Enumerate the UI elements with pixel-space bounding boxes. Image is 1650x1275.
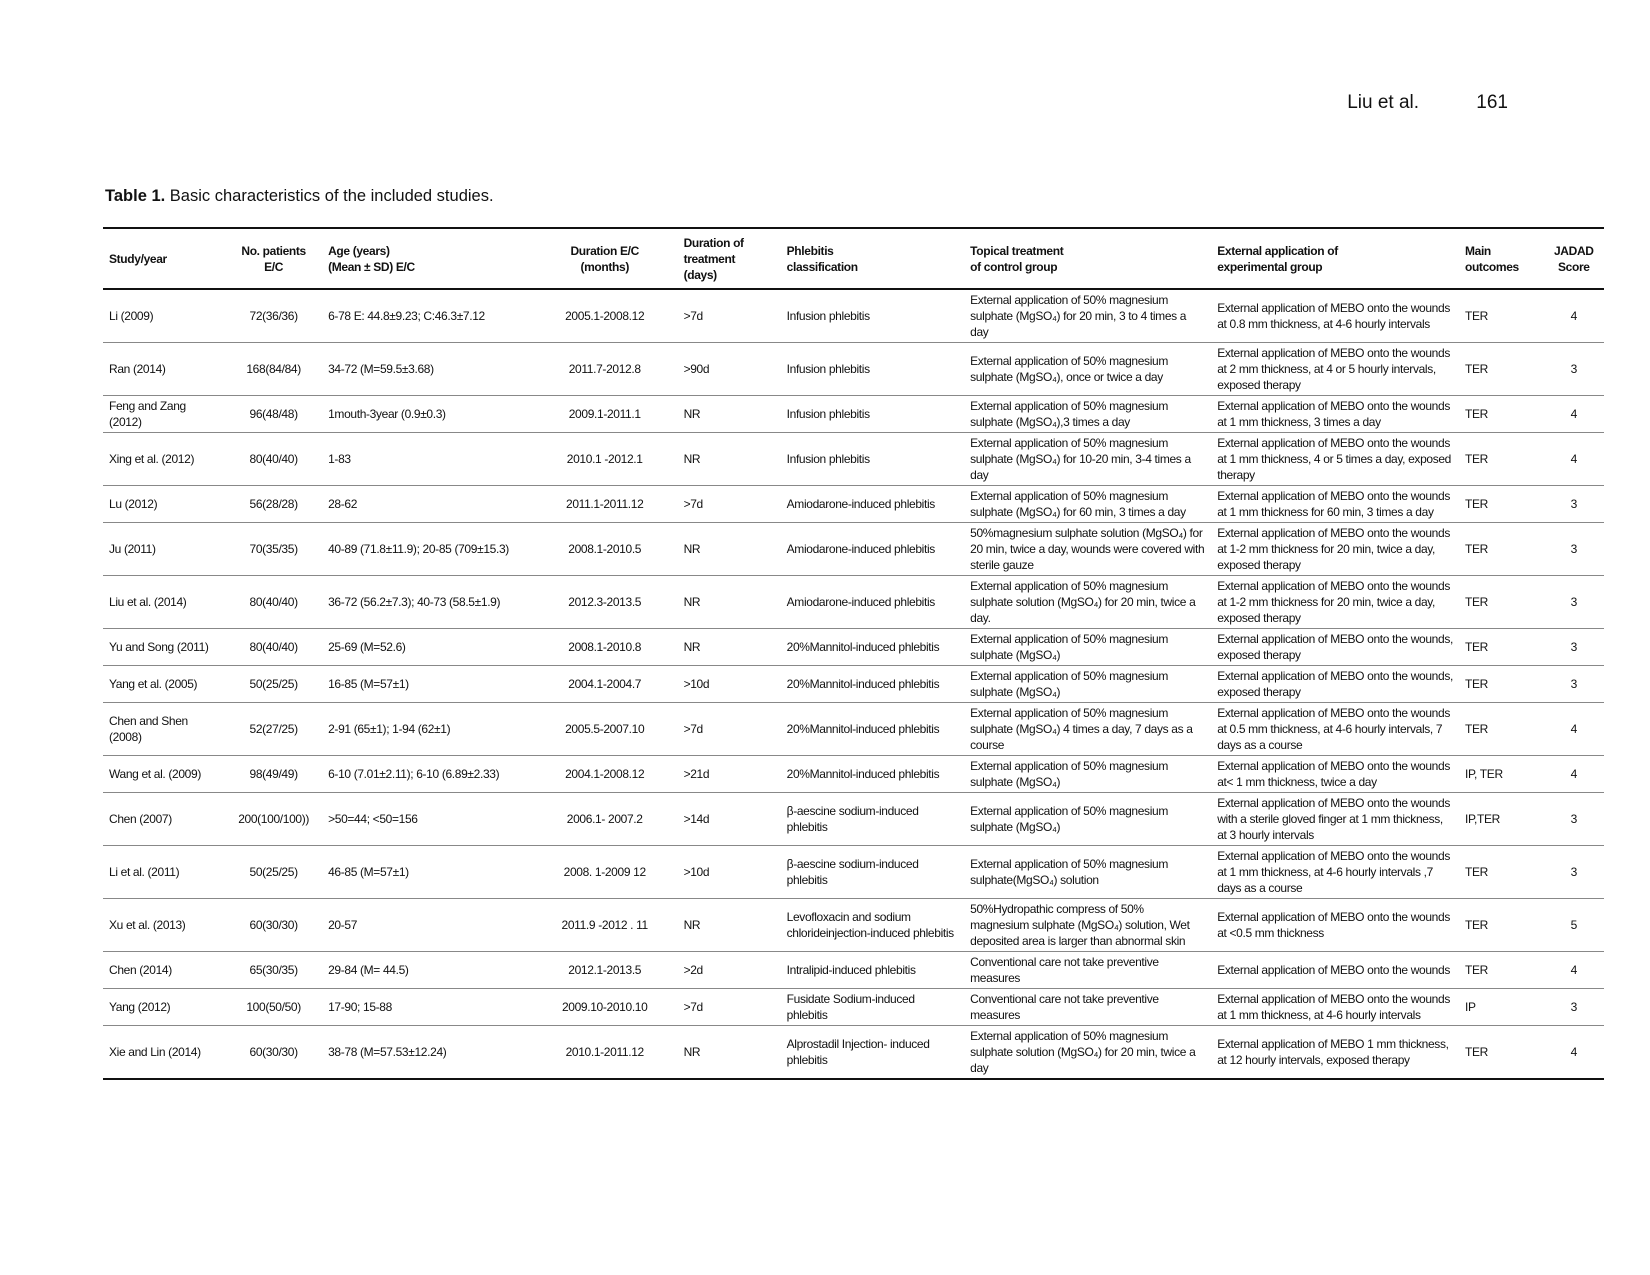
column-header-duration <box>532 228 678 289</box>
cell-experimental-application: External application of MEBO 1 mm thickness, at 12 hourly intervals, exposed therapy <box>1217 1037 1449 1067</box>
cell-study-year: Yang et al. (2005) <box>109 677 198 691</box>
cell-duration: 2006.1- 2007.2 <box>566 812 643 826</box>
cell-treatment-duration: >10d <box>683 865 710 879</box>
cell-study-year: Chen (2014) <box>109 963 172 977</box>
cell-phlebitis-classification: Amiodarone-induced phlebitis <box>786 542 935 556</box>
cell-main-outcomes: IP,TER <box>1464 812 1500 826</box>
cell-control-treatment: External application of 50% magnesium sulphate (MgSO₄) <box>970 759 1168 789</box>
cell-phlebitis-classification: Infusion phlebitis <box>786 407 870 421</box>
table-row <box>103 703 1604 756</box>
cell-duration: 2008.1-2010.8 <box>568 640 642 654</box>
column-header-line: (days) <box>683 268 717 282</box>
author-running-head: Liu et al. <box>1347 92 1420 113</box>
cell-no-patients: 98(49/49) <box>249 767 298 781</box>
cell-duration: 2005.1-2008.12 <box>565 309 645 323</box>
cell-main-outcomes: TER <box>1464 407 1488 421</box>
table-row <box>103 846 1604 899</box>
cell-jadad-score: 4 <box>1570 407 1577 421</box>
cell-study-year: Liu et al. (2014) <box>109 595 187 609</box>
column-header-line: No. patients <box>241 244 306 258</box>
cell-jadad-score: 4 <box>1570 963 1577 977</box>
cell-duration: 2011.1-2011.12 <box>566 497 644 511</box>
cell-phlebitis-classification: Fusidate Sodium-induced phlebitis <box>786 992 915 1022</box>
cell-experimental-application: External application of MEBO onto the wounds at 1 mm thickness, 4 or 5 times a day, exposed therapy <box>1217 436 1452 482</box>
cell-age: 38-78 (M=57.53±12.24) <box>328 1045 447 1059</box>
cell-age: 6-10 (7.01±2.11); 6-10 (6.89±2.33) <box>328 767 500 781</box>
cell-main-outcomes: IP <box>1464 1000 1476 1014</box>
cell-study-year: Xie and Lin (2014) <box>109 1045 201 1059</box>
cell-control-treatment: External application of 50% magnesium sulphate (MgSO₄), once or twice a day <box>970 354 1168 384</box>
cell-treatment-duration: >7d <box>683 497 703 511</box>
cell-control-treatment: External application of 50% magnesium sulphate (MgSO₄) for 10-20 min, 3-4 times a day <box>970 436 1191 482</box>
cell-age: >50=44; <50=156 <box>328 812 418 826</box>
cell-jadad-score: 4 <box>1570 722 1577 736</box>
cell-control-treatment: 50%magnesium sulphate solution (MgSO₄) for 20 min, twice a day, wounds were covered with sterile gauze <box>970 526 1205 572</box>
cell-main-outcomes: TER <box>1464 452 1488 466</box>
cell-experimental-application: External application of MEBO onto the wounds at 1 mm thickness, at 4-6 hourly intervals <box>1217 992 1450 1022</box>
cell-jadad-score: 3 <box>1570 542 1577 556</box>
cell-no-patients: 200(100/100)) <box>238 812 310 826</box>
cell-control-treatment: External application of 50% magnesium sulphate (MgSO₄) for 60 min, 3 times a day <box>970 489 1186 519</box>
cell-treatment-duration: NR <box>683 452 701 466</box>
cell-control-treatment: External application of 50% magnesium sulphate solution (MgSO₄) for 20 min, twice a day. <box>970 579 1196 625</box>
cell-phlebitis-classification: Infusion phlebitis <box>786 309 870 323</box>
cell-treatment-duration: NR <box>683 918 701 932</box>
cell-duration: 2009.10-2010.10 <box>561 1000 648 1014</box>
cell-experimental-application: External application of MEBO onto the wounds at <0.5 mm thickness <box>1217 910 1450 940</box>
cell-phlebitis-classification: 20%Mannitol-induced phlebitis <box>786 677 940 691</box>
cell-duration: 2004.1-2008.12 <box>565 767 645 781</box>
cell-treatment-duration: >21d <box>683 767 710 781</box>
cell-control-treatment: External application of 50% magnesium sulphate (MgSO₄) <box>970 804 1168 834</box>
cell-phlebitis-classification: Amiodarone-induced phlebitis <box>786 595 935 609</box>
page-number: 161 <box>1476 92 1508 113</box>
cell-age: 1mouth-3year (0.9±0.3) <box>328 407 446 421</box>
cell-main-outcomes: IP, TER <box>1464 767 1503 781</box>
cell-duration: 2010.1-2011.12 <box>565 1045 644 1059</box>
table-label: Table 1. <box>105 187 166 205</box>
cell-control-treatment: 50%Hydropathic compress of 50% magnesium sulphate (MgSO₄) solution, Wet deposited area is larger than abnormal skin <box>970 902 1190 948</box>
cell-age: 46-85 (M=57±1) <box>328 865 409 879</box>
cell-control-treatment: Conventional care not take preventive measures <box>970 955 1159 985</box>
column-header-line: Main <box>1464 244 1491 258</box>
cell-age: 16-85 (M=57±1) <box>328 677 409 691</box>
cell-jadad-score: 3 <box>1570 640 1577 654</box>
cell-treatment-duration: >7d <box>683 1000 703 1014</box>
cell-age: 29-84 (M= 44.5) <box>328 963 409 977</box>
column-header-line: treatment <box>683 252 736 266</box>
table-row <box>103 666 1604 703</box>
cell-main-outcomes: TER <box>1464 865 1488 879</box>
cell-study-year: Lu (2012) <box>109 497 158 511</box>
cell-no-patients: 70(35/35) <box>249 542 298 556</box>
cell-control-treatment: External application of 50% magnesium sulphate(MgSO₄) solution <box>970 857 1168 887</box>
table-row <box>103 343 1604 396</box>
running-head <box>1347 92 1508 114</box>
cell-no-patients: 60(30/30) <box>249 918 298 932</box>
cell-study-year: Ju (2011) <box>109 542 156 556</box>
cell-study-year: Chen and Shen (2008) <box>109 714 188 744</box>
cell-age: 1-83 <box>328 452 351 466</box>
column-header-study-year <box>103 228 225 289</box>
header-row <box>103 228 1604 289</box>
cell-treatment-duration: >90d <box>683 362 710 376</box>
column-header-line: (Mean ± SD) E/C <box>328 260 415 274</box>
cell-treatment-duration: NR <box>683 640 701 654</box>
cell-control-treatment: External application of 50% magnesium sulphate (MgSO₄) <box>970 669 1168 699</box>
column-header-line: Topical treatment <box>970 244 1064 258</box>
cell-experimental-application: External application of MEBO onto the wounds at 1 mm thickness, 3 times a day <box>1217 399 1450 429</box>
cell-age: 36-72 (56.2±7.3); 40-73 (58.5±1.9) <box>328 595 501 609</box>
column-header-main-outcomes <box>1459 228 1544 289</box>
table-row <box>103 756 1604 793</box>
cell-treatment-duration: NR <box>683 542 701 556</box>
column-header-no-patients <box>225 228 322 289</box>
cell-jadad-score: 3 <box>1570 362 1577 376</box>
cell-treatment-duration: NR <box>683 595 701 609</box>
cell-experimental-application: External application of MEBO onto the wounds at 1-2 mm thickness for 20 min, twice a day, exposed therapy <box>1217 526 1450 572</box>
cell-no-patients: 72(36/36) <box>249 309 298 323</box>
cell-no-patients: 65(30/35) <box>249 963 298 977</box>
cell-study-year: Feng and Zang (2012) <box>109 399 186 429</box>
table-row <box>103 523 1604 576</box>
cell-treatment-duration: >14d <box>683 812 710 826</box>
cell-no-patients: 50(25/25) <box>249 677 298 691</box>
cell-study-year: Xu et al. (2013) <box>109 918 186 932</box>
cell-age: 2-91 (65±1); 1-94 (62±1) <box>328 722 451 736</box>
column-header-line: JADAD <box>1553 244 1594 258</box>
table-caption <box>105 187 494 206</box>
cell-experimental-application: External application of MEBO onto the wounds at 1-2 mm thickness for 20 min, twice a day, exposed therapy <box>1217 579 1450 625</box>
cell-study-year: Chen (2007) <box>109 812 172 826</box>
table-body <box>103 289 1604 1079</box>
cell-duration: 2011.7-2012.8 <box>568 362 641 376</box>
column-header-age <box>322 228 532 289</box>
cell-control-treatment: External application of 50% magnesium sulphate (MgSO₄) 4 times a day, 7 days as a course <box>970 706 1193 752</box>
table-row <box>103 396 1604 433</box>
cell-jadad-score: 3 <box>1570 595 1577 609</box>
table-row <box>103 289 1604 343</box>
cell-experimental-application: External application of MEBO onto the wounds at< 1 mm thickness, twice a day <box>1217 759 1450 789</box>
column-header-jadad-score <box>1544 228 1604 289</box>
cell-jadad-score: 3 <box>1570 1000 1577 1014</box>
column-header-line: of control group <box>970 260 1058 274</box>
cell-no-patients: 80(40/40) <box>249 595 298 609</box>
cell-phlebitis-classification: 20%Mannitol-induced phlebitis <box>786 722 940 736</box>
cell-age: 17-90; 15-88 <box>328 1000 392 1014</box>
cell-no-patients: 168(84/84) <box>246 362 301 376</box>
cell-control-treatment: External application of 50% magnesium sulphate solution (MgSO₄) for 20 min, twice a day <box>970 1029 1196 1075</box>
cell-age: 28-62 <box>328 497 358 511</box>
cell-phlebitis-classification: Infusion phlebitis <box>786 452 870 466</box>
cell-treatment-duration: >7d <box>683 722 703 736</box>
cell-duration: 2012.3-2013.5 <box>568 595 642 609</box>
cell-jadad-score: 4 <box>1570 1045 1577 1059</box>
cell-duration: 2008. 1-2009 12 <box>563 865 646 879</box>
characteristics-table <box>103 227 1604 1080</box>
column-header-line: Duration E/C <box>570 244 639 258</box>
cell-jadad-score: 5 <box>1570 918 1577 932</box>
cell-no-patients: 50(25/25) <box>249 865 298 879</box>
table-row <box>103 433 1604 486</box>
cell-age: 34-72 (M=59.5±3.68) <box>328 362 434 376</box>
cell-jadad-score: 3 <box>1570 865 1577 879</box>
cell-study-year: Yu and Song (2011) <box>109 640 209 654</box>
cell-no-patients: 56(28/28) <box>249 497 298 511</box>
cell-experimental-application: External application of MEBO onto the wounds at 1 mm thickness for 60 min, 3 times a day <box>1217 489 1450 519</box>
column-header-line: classification <box>786 260 858 274</box>
table-row <box>103 952 1604 989</box>
cell-no-patients: 96(48/48) <box>249 407 298 421</box>
cell-jadad-score: 3 <box>1570 497 1577 511</box>
cell-age: 40-89 (71.8±11.9); 20-85 (709±15.3) <box>328 542 509 556</box>
cell-age: 6-78 E: 44.8±9.23; C:46.3±7.12 <box>328 309 485 323</box>
cell-main-outcomes: TER <box>1464 677 1488 691</box>
table-row <box>103 899 1604 952</box>
cell-no-patients: 80(40/40) <box>249 640 298 654</box>
column-header-control-treatment <box>964 228 1211 289</box>
cell-control-treatment: External application of 50% magnesium sulphate (MgSO₄),3 times a day <box>970 399 1168 429</box>
cell-jadad-score: 3 <box>1570 677 1577 691</box>
cell-experimental-application: External application of MEBO onto the wounds, exposed therapy <box>1217 632 1453 662</box>
cell-jadad-score: 3 <box>1570 812 1577 826</box>
cell-main-outcomes: TER <box>1464 595 1488 609</box>
table-row <box>103 793 1604 846</box>
cell-age: 25-69 (M=52.6) <box>328 640 406 654</box>
cell-duration: 2009.1-2011.1 <box>568 407 641 421</box>
column-header-line: Score <box>1557 260 1590 274</box>
column-header-line: Phlebitis <box>786 244 834 258</box>
cell-no-patients: 80(40/40) <box>249 452 298 466</box>
cell-jadad-score: 4 <box>1570 309 1577 323</box>
cell-phlebitis-classification: 20%Mannitol-induced phlebitis <box>786 640 940 654</box>
cell-study-year: Li et al. (2011) <box>109 865 180 879</box>
column-header-line: experimental group <box>1217 260 1323 274</box>
cell-phlebitis-classification: Infusion phlebitis <box>786 362 870 376</box>
cell-experimental-application: External application of MEBO onto the wounds at 1 mm thickness, at 4-6 hourly intervals ,7 days as a course <box>1217 849 1450 895</box>
cell-phlebitis-classification: β-aescine sodium-induced phlebitis <box>786 857 919 887</box>
column-header-treatment-duration <box>678 228 781 289</box>
cell-no-patients: 100(50/50) <box>246 1000 301 1014</box>
cell-phlebitis-classification: β-aescine sodium-induced phlebitis <box>786 804 919 834</box>
cell-phlebitis-classification: Intralipid-induced phlebitis <box>786 963 916 977</box>
table-caption-text: Basic characteristics of the included studies. <box>165 187 494 205</box>
cell-experimental-application: External application of MEBO onto the wounds with a sterile gloved finger at 1 mm thickness, at 3 hourly intervals <box>1217 796 1450 842</box>
cell-no-patients: 60(30/30) <box>249 1045 298 1059</box>
cell-control-treatment: Conventional care not take preventive measures <box>970 992 1159 1022</box>
cell-no-patients: 52(27/25) <box>249 722 298 736</box>
cell-study-year: Li (2009) <box>109 309 154 323</box>
cell-duration: 2011.9 -2012 . 11 <box>561 918 648 932</box>
cell-experimental-application: External application of MEBO onto the wounds <box>1217 963 1450 977</box>
cell-duration: 2010.1 -2012.1 <box>566 452 643 466</box>
cell-main-outcomes: TER <box>1464 542 1488 556</box>
cell-treatment-duration: >2d <box>683 963 703 977</box>
cell-main-outcomes: TER <box>1464 497 1488 511</box>
table-header <box>103 228 1604 289</box>
cell-control-treatment: External application of 50% magnesium sulphate (MgSO₄) <box>970 632 1168 662</box>
column-header-line: Study/year <box>109 252 167 266</box>
cell-phlebitis-classification: Levofloxacin and sodium chlorideinjection-induced phlebitis <box>786 910 954 940</box>
cell-study-year: Wang et al. (2009) <box>109 767 201 781</box>
cell-duration: 2005.5-2007.10 <box>565 722 645 736</box>
cell-main-outcomes: TER <box>1464 963 1488 977</box>
table-row <box>103 1026 1604 1080</box>
cell-treatment-duration: >7d <box>683 309 703 323</box>
cell-study-year: Yang (2012) <box>109 1000 171 1014</box>
cell-experimental-application: External application of MEBO onto the wounds at 0.8 mm thickness, at 4-6 hourly intervals <box>1217 301 1450 331</box>
table-row <box>103 576 1604 629</box>
table-row <box>103 989 1604 1026</box>
cell-main-outcomes: TER <box>1464 1045 1488 1059</box>
column-header-line: External application of <box>1217 244 1338 258</box>
column-header-line: E/C <box>264 260 284 274</box>
column-header-line: (months) <box>580 260 629 274</box>
cell-experimental-application: External application of MEBO onto the wounds at 2 mm thickness, at 4 or 5 hourly intervals, exposed therapy <box>1217 346 1450 392</box>
cell-treatment-duration: NR <box>683 407 701 421</box>
cell-duration: 2008.1-2010.5 <box>568 542 642 556</box>
column-header-phlebitis-classification <box>781 228 965 289</box>
cell-treatment-duration: NR <box>683 1045 701 1059</box>
cell-jadad-score: 4 <box>1570 452 1577 466</box>
cell-study-year: Ran (2014) <box>109 362 166 376</box>
cell-age: 20-57 <box>328 918 358 932</box>
cell-control-treatment: External application of 50% magnesium sulphate (MgSO₄) for 20 min, 3 to 4 times a day <box>970 293 1187 339</box>
cell-main-outcomes: TER <box>1464 722 1488 736</box>
column-header-line: Age (years) <box>328 244 390 258</box>
cell-experimental-application: External application of MEBO onto the wounds, exposed therapy <box>1217 669 1453 699</box>
cell-main-outcomes: TER <box>1464 309 1488 323</box>
cell-main-outcomes: TER <box>1464 362 1488 376</box>
cell-duration: 2004.1-2004.7 <box>568 677 642 691</box>
column-header-line: Duration of <box>683 236 744 250</box>
cell-experimental-application: External application of MEBO onto the wounds at 0.5 mm thickness, at 4-6 hourly intervals, 7 days as a course <box>1217 706 1450 752</box>
cell-phlebitis-classification: Amiodarone-induced phlebitis <box>786 497 935 511</box>
cell-phlebitis-classification: Alprostadil Injection- induced phlebitis <box>786 1037 930 1067</box>
table-row <box>103 629 1604 666</box>
column-header-experimental-application <box>1211 228 1459 289</box>
cell-main-outcomes: TER <box>1464 640 1488 654</box>
cell-main-outcomes: TER <box>1464 918 1488 932</box>
table-row <box>103 486 1604 523</box>
cell-study-year: Xing et al. (2012) <box>109 452 195 466</box>
cell-jadad-score: 4 <box>1570 767 1577 781</box>
cell-treatment-duration: >10d <box>683 677 710 691</box>
column-header-line: outcomes <box>1464 260 1519 274</box>
cell-phlebitis-classification: 20%Mannitol-induced phlebitis <box>786 767 940 781</box>
cell-duration: 2012.1-2013.5 <box>568 963 642 977</box>
